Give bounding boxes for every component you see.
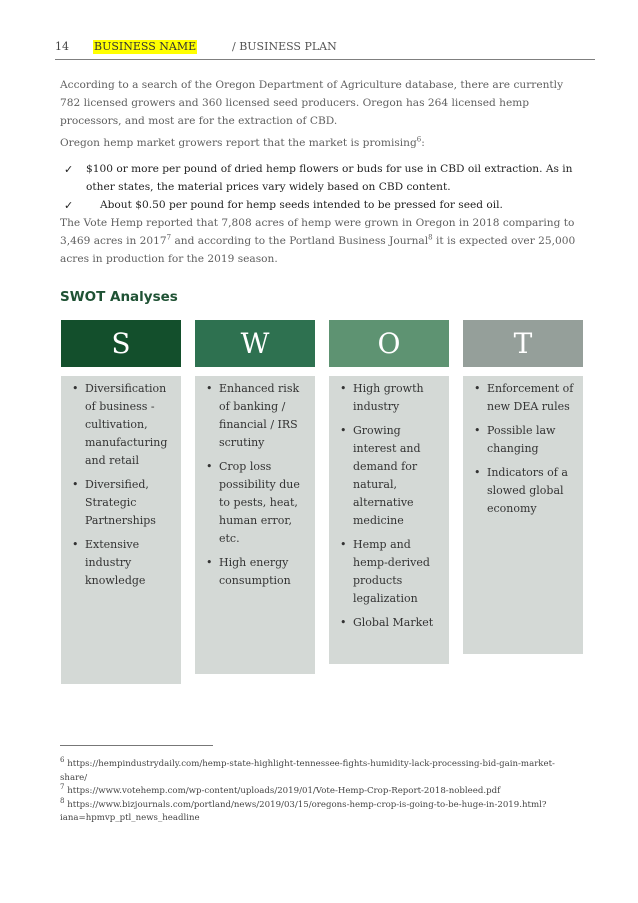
paragraph-text: and according to the Portland Business Journal [171,235,429,247]
footnote-ref: 6 [416,135,422,144]
swot-header-weaknesses: W [195,320,315,367]
paragraph-text: Oregon hemp market growers report that the market is promising [60,137,417,149]
swot-list [337,380,443,632]
paragraph-market-promising [60,134,580,152]
swot-item: • Diversification of business - cultivation, manufacturing and retail [69,380,175,470]
swot-item: • Growing interest and demand for natural, alternative medicine [337,422,443,530]
footnote [60,796,580,826]
page-number: 14 [55,40,69,53]
footnote-ref: 8 [428,233,433,242]
footnote [60,758,580,785]
footnote-divider [60,745,213,746]
swot-box-weaknesses [195,376,315,674]
check-item-text: $100 or more per pound of dried hemp flowers or buds for use in CBD oil extraction. As in other states, the material prices vary widely based on CBD content. [86,163,573,193]
swot-list [471,380,577,518]
swot-box-opportunities [329,376,449,664]
swot-item: • High growth industry [337,380,443,416]
swot-item: • Diversified, Strategic Partnerships [69,476,175,530]
paragraph-oregon-database: According to a search of the Oregon Department of Agriculture database, there are currently 782 licensed growers and 360 licensed seed producers. Oregon has 264 licensed hemp processors, and most are for the extraction of CBD. [60,79,564,127]
swot-item: • Indicators of a slowed global economy [471,464,577,518]
footnote-ref: 7 [166,233,172,242]
swot-item: • Global Market [337,614,443,632]
check-mark-icon: ✓ [64,163,74,176]
footnote [60,785,580,799]
swot-item: • Enforcement of new DEA rules [471,380,577,416]
swot-list [203,380,309,590]
footnotes [60,758,580,826]
paragraph-punct: : [421,137,425,149]
swot-item: • Extensive industry knowledge [69,536,175,590]
check-item-text: About $0.50 per pound for hemp seeds intended to be pressed for seed oil. [100,199,503,211]
footnote-link[interactable]: https://www.bizjournals.com/portland/news/2019/03/15/oregons-hemp-crop-is-going-to-be-huge-in-2019.html?iana=hpmvp_ptl_news_headline [60,799,547,823]
footnote-number: 6 [60,756,65,765]
paragraph-text: The Vote Hemp reported that 7,808 acres of hemp were grown in Oregon in 2018 comparing to 3,469 acres in 2017 [60,217,575,247]
swot-header-threats: T [463,320,583,367]
business-name: BUSINESS NAME [94,40,197,53]
check-mark-icon: ✓ [64,199,74,212]
footnote-number: 7 [60,783,65,792]
swot-item: • Possible law changing [471,422,577,458]
swot-heading: SWOT Analyses [60,289,178,305]
swot-item: • High energy consumption [203,554,309,590]
footnote-link[interactable]: https://www.votehemp.com/wp-content/uploads/2019/01/Vote-Hemp-Crop-Report-2018-nobleed.pdf [64,786,501,796]
paragraph-vote-hemp [60,214,580,268]
page-header [55,40,595,60]
header-section: / BUSINESS PLAN [232,40,337,53]
swot-header-strengths: S [61,320,181,367]
swot-box-strengths [61,376,181,684]
swot-box-threats [463,376,583,654]
paragraph-text: it is expected over 25,000 acres in production for the 2019 season. [60,235,576,265]
swot-list [69,380,175,590]
swot-item: • Hemp and hemp-derived products legalization [337,536,443,608]
swot-item: • Crop loss possibility due to pests, heat, human error, etc. [203,458,309,548]
swot-item: • Enhanced risk of banking / financial / IRS scrutiny [203,380,309,452]
footnote-number: 8 [60,796,65,805]
footnote-link[interactable]: https://hempindustrydaily.com/hemp-state-highlight-tennessee-fights-humidity-lack-processing-bid-gain-market-share/ [60,759,555,783]
swot-header-opportunities: O [329,320,449,367]
